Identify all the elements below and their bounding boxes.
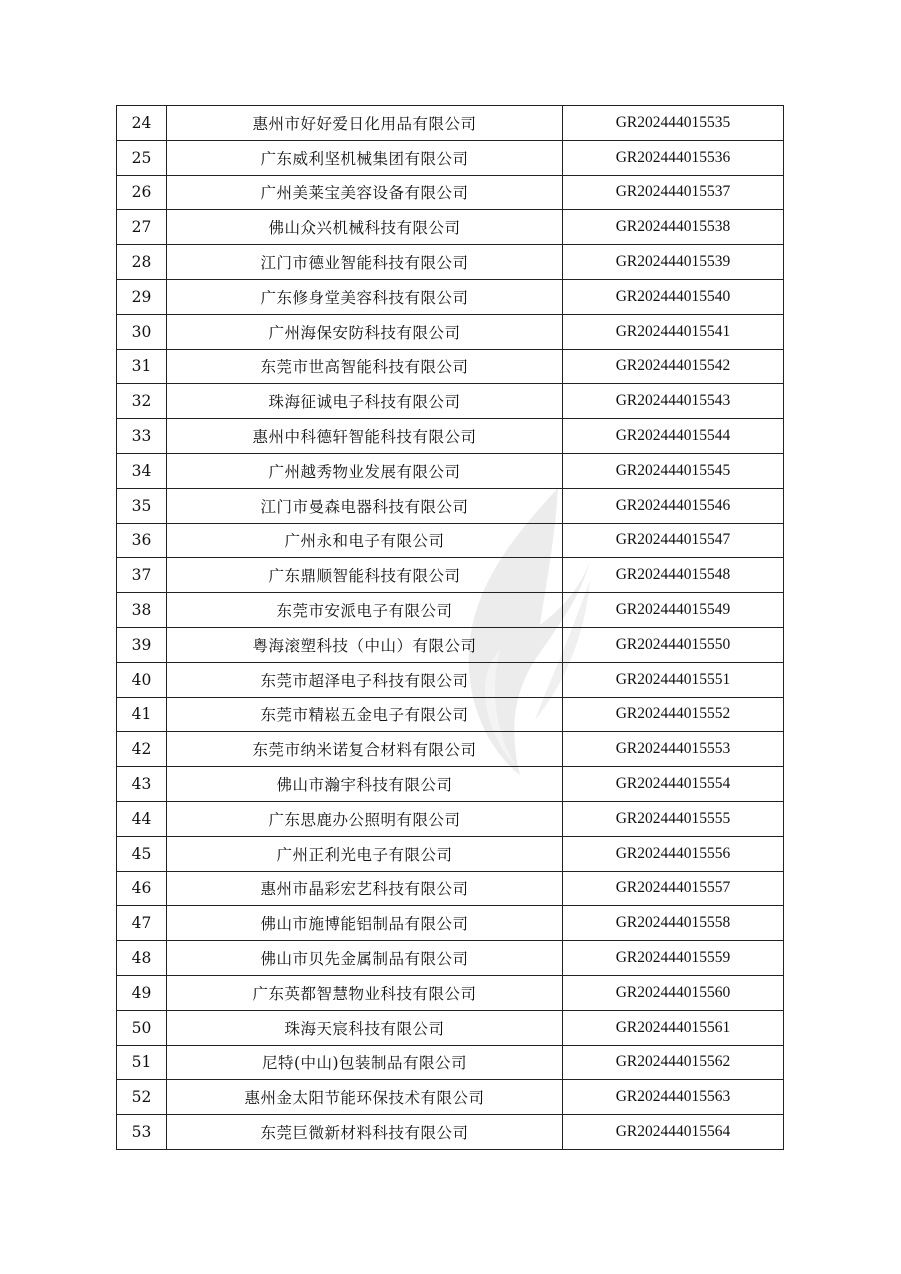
row-number: 30 xyxy=(117,314,167,349)
company-name: 惠州市晶彩宏艺科技有限公司 xyxy=(167,871,563,906)
row-number: 50 xyxy=(117,1010,167,1045)
row-number: 52 xyxy=(117,1080,167,1115)
certificate-number: GR202444015542 xyxy=(563,349,784,384)
table-row xyxy=(117,210,784,245)
row-number: 46 xyxy=(117,871,167,906)
row-number: 51 xyxy=(117,1045,167,1080)
company-name: 东莞市安派电子有限公司 xyxy=(167,593,563,628)
table-row xyxy=(117,523,784,558)
company-name: 江门市德业智能科技有限公司 xyxy=(167,245,563,280)
company-name: 广东修身堂美容科技有限公司 xyxy=(167,279,563,314)
row-number: 47 xyxy=(117,906,167,941)
certificate-number: GR202444015544 xyxy=(563,419,784,454)
row-number: 49 xyxy=(117,975,167,1010)
row-number: 28 xyxy=(117,245,167,280)
company-name: 广东威利坚机械集团有限公司 xyxy=(167,140,563,175)
company-name: 佛山市施博能铝制品有限公司 xyxy=(167,906,563,941)
company-name: 珠海天宸科技有限公司 xyxy=(167,1010,563,1045)
company-name: 广东思鹿办公照明有限公司 xyxy=(167,801,563,836)
row-number: 45 xyxy=(117,836,167,871)
row-number: 44 xyxy=(117,801,167,836)
row-number: 25 xyxy=(117,140,167,175)
certificate-number: GR202444015548 xyxy=(563,558,784,593)
row-number: 24 xyxy=(117,106,167,141)
table-row xyxy=(117,314,784,349)
certificate-number: GR202444015555 xyxy=(563,801,784,836)
certificate-number: GR202444015540 xyxy=(563,279,784,314)
row-number: 35 xyxy=(117,488,167,523)
certificate-number: GR202444015562 xyxy=(563,1045,784,1080)
table-row xyxy=(117,279,784,314)
table-row xyxy=(117,697,784,732)
row-number: 29 xyxy=(117,279,167,314)
table-row xyxy=(117,245,784,280)
table-row xyxy=(117,384,784,419)
row-number: 32 xyxy=(117,384,167,419)
certificate-number: GR202444015561 xyxy=(563,1010,784,1045)
row-number: 42 xyxy=(117,732,167,767)
company-name: 东莞市世高智能科技有限公司 xyxy=(167,349,563,384)
certificate-number: GR202444015557 xyxy=(563,871,784,906)
row-number: 53 xyxy=(117,1115,167,1150)
company-name: 尼特(中山)包装制品有限公司 xyxy=(167,1045,563,1080)
table-row xyxy=(117,106,784,141)
table-row xyxy=(117,349,784,384)
certificate-number: GR202444015547 xyxy=(563,523,784,558)
certificate-number: GR202444015553 xyxy=(563,732,784,767)
table-row xyxy=(117,801,784,836)
certificate-number: GR202444015545 xyxy=(563,453,784,488)
company-name: 江门市曼森电器科技有限公司 xyxy=(167,488,563,523)
table-row xyxy=(117,488,784,523)
table-row xyxy=(117,1045,784,1080)
company-name: 广州正利光电子有限公司 xyxy=(167,836,563,871)
company-name: 东莞巨微新材料科技有限公司 xyxy=(167,1115,563,1150)
company-name: 东莞市纳米诺复合材料有限公司 xyxy=(167,732,563,767)
company-name: 广州越秀物业发展有限公司 xyxy=(167,453,563,488)
row-number: 43 xyxy=(117,767,167,802)
table-row xyxy=(117,175,784,210)
row-number: 36 xyxy=(117,523,167,558)
certificate-number: GR202444015550 xyxy=(563,627,784,662)
table-row xyxy=(117,419,784,454)
certificate-number: GR202444015535 xyxy=(563,106,784,141)
company-name: 粤海滚塑科技（中山）有限公司 xyxy=(167,627,563,662)
table-row xyxy=(117,593,784,628)
table-row xyxy=(117,767,784,802)
company-name: 广东英都智慧物业科技有限公司 xyxy=(167,975,563,1010)
certificate-number: GR202444015554 xyxy=(563,767,784,802)
table-row xyxy=(117,1010,784,1045)
certificate-number: GR202444015546 xyxy=(563,488,784,523)
company-name: 广州美莱宝美容设备有限公司 xyxy=(167,175,563,210)
certificate-number: GR202444015538 xyxy=(563,210,784,245)
certificate-number: GR202444015536 xyxy=(563,140,784,175)
company-name: 惠州中科德轩智能科技有限公司 xyxy=(167,419,563,454)
row-number: 41 xyxy=(117,697,167,732)
row-number: 33 xyxy=(117,419,167,454)
certificate-number: GR202444015539 xyxy=(563,245,784,280)
row-number: 38 xyxy=(117,593,167,628)
table-row xyxy=(117,871,784,906)
company-name: 广州海保安防科技有限公司 xyxy=(167,314,563,349)
table-row xyxy=(117,140,784,175)
table-row xyxy=(117,732,784,767)
certificate-number: GR202444015537 xyxy=(563,175,784,210)
certificate-number: GR202444015560 xyxy=(563,975,784,1010)
certificate-number: GR202444015563 xyxy=(563,1080,784,1115)
company-name: 东莞市精崧五金电子有限公司 xyxy=(167,697,563,732)
row-number: 40 xyxy=(117,662,167,697)
certificate-number: GR202444015558 xyxy=(563,906,784,941)
company-name: 惠州市好好爱日化用品有限公司 xyxy=(167,106,563,141)
row-number: 31 xyxy=(117,349,167,384)
certificate-number: GR202444015543 xyxy=(563,384,784,419)
table-row xyxy=(117,1080,784,1115)
certificate-number: GR202444015541 xyxy=(563,314,784,349)
certificate-number: GR202444015551 xyxy=(563,662,784,697)
certificate-number: GR202444015552 xyxy=(563,697,784,732)
table-row xyxy=(117,627,784,662)
table-row xyxy=(117,975,784,1010)
company-name: 广州永和电子有限公司 xyxy=(167,523,563,558)
certificate-number: GR202444015564 xyxy=(563,1115,784,1150)
company-name: 东莞市超泽电子科技有限公司 xyxy=(167,662,563,697)
table-row xyxy=(117,453,784,488)
row-number: 34 xyxy=(117,453,167,488)
row-number: 27 xyxy=(117,210,167,245)
table-row xyxy=(117,906,784,941)
company-name: 广东鼎顺智能科技有限公司 xyxy=(167,558,563,593)
certificate-number: GR202444015556 xyxy=(563,836,784,871)
row-number: 39 xyxy=(117,627,167,662)
table-body xyxy=(117,106,784,1150)
company-list-table xyxy=(116,105,784,1150)
table-row xyxy=(117,558,784,593)
certificate-number: GR202444015559 xyxy=(563,941,784,976)
table-row xyxy=(117,836,784,871)
company-name: 珠海征诚电子科技有限公司 xyxy=(167,384,563,419)
row-number: 26 xyxy=(117,175,167,210)
company-name: 佛山市贝先金属制品有限公司 xyxy=(167,941,563,976)
company-name: 佛山众兴机械科技有限公司 xyxy=(167,210,563,245)
table-row xyxy=(117,662,784,697)
row-number: 37 xyxy=(117,558,167,593)
table-row xyxy=(117,1115,784,1150)
company-name: 惠州金太阳节能环保技术有限公司 xyxy=(167,1080,563,1115)
row-number: 48 xyxy=(117,941,167,976)
certificate-number: GR202444015549 xyxy=(563,593,784,628)
company-name: 佛山市瀚宇科技有限公司 xyxy=(167,767,563,802)
table-row xyxy=(117,941,784,976)
